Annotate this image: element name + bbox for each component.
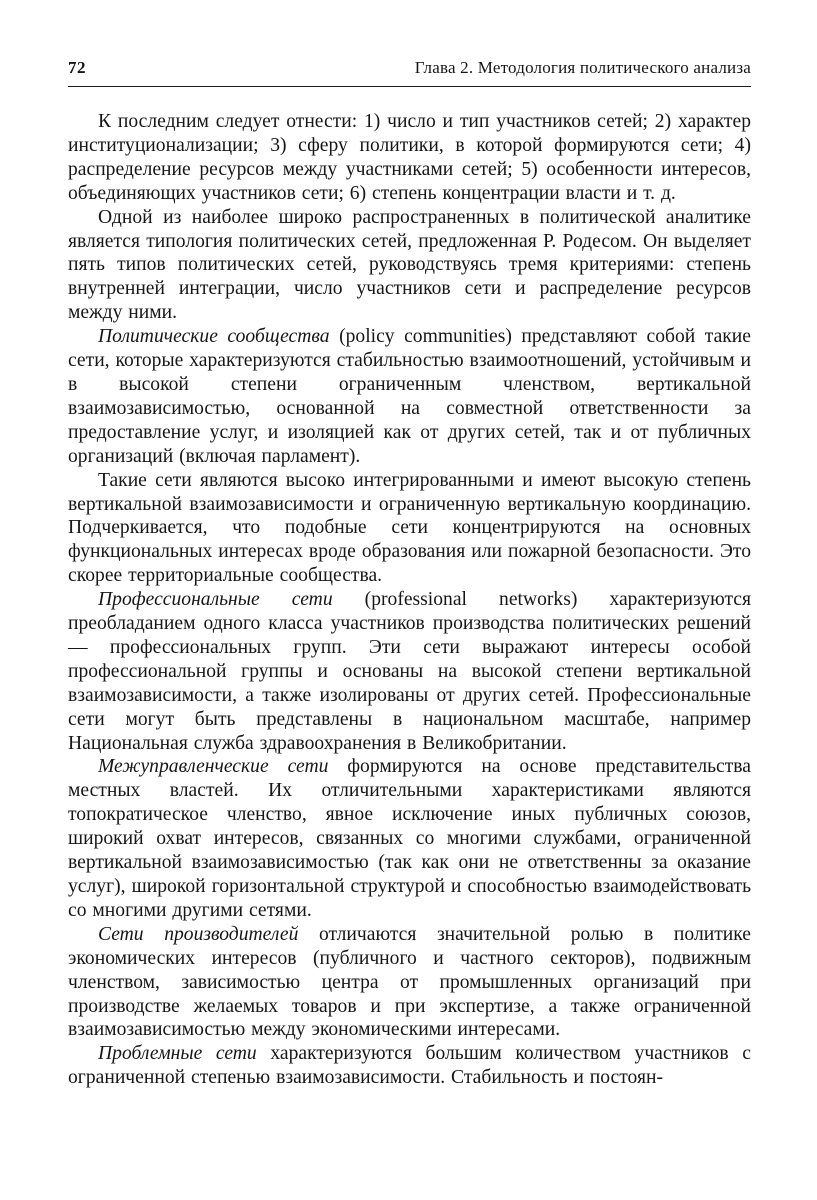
page-body <box>68 110 751 1090</box>
paragraph <box>68 923 751 1043</box>
paragraph-text: (professional networks) характеризуются преобладанием одного класса участников производства политических решений — профессиональных групп. Эти сети выражают интересы особой профессиональной группы и основаны на высокой степени вертикальной взаимозависимости, а также изолированы от других сетей. Профессиональные сети могут быть представлены в национальном масштабе, например Национальная служба здравоохранения в Великобритании. <box>68 589 751 754</box>
paragraph <box>68 755 751 922</box>
paragraph-text: (policy communities) представляют собой такие сети, которые характеризуются стабильностью взаимоотношений, устойчивым и в высокой степени ограниченным членством, вертикальной взаимозависимостью, основанной на совместной ответственности за предоставление услуг, и изоляцией как от других сетей, так и от публичных организаций (включая парламент). <box>68 326 751 467</box>
running-head: Глава 2. Методология политического анализа <box>414 58 751 77</box>
paragraph-text: Такие сети являются высоко интегрированными и имеют высокую степень вертикальной взаимозависимости и ограниченную вертикальную координацию. Подчеркивается, что подобные сети концентрируются на основных функциональных интересах вроде образования или пожарной безопасности. Это скорее территориальные сообщества. <box>68 469 751 587</box>
term-emphasis: Сети производителей <box>98 923 299 945</box>
term-emphasis: Политические сообщества <box>98 326 330 348</box>
paragraph-text: Одной из наиболее широко распространенных в политической аналитике является типология политических сетей, предложенная Р. Родесом. Он выделяет пять типов политических сетей, руководствуясь тремя критериями: степень внутренней интеграции, число участников сети и распределение ресурсов между ними. <box>68 206 751 324</box>
paragraph <box>68 325 751 468</box>
paragraph <box>68 1042 751 1090</box>
page-header <box>68 58 751 87</box>
term-emphasis: Профессиональные сети <box>98 589 333 611</box>
paragraph <box>68 469 751 589</box>
term-emphasis: Межуправленческие сети <box>98 756 329 778</box>
paragraph-text: отличаются значительной ролью в политике экономических интересов (публичного и частного секторов), подвижным членством, зависимостью центра от промышленных организаций при производстве желаемых товаров и при экспертизе, а также ограниченной взаимозависимостью между экономическими интересами. <box>68 923 751 1041</box>
paragraph-text: характеризуются большим количеством участников с ограниченной степенью взаимозависимости. Стабильность и постоян- <box>68 1043 751 1089</box>
term-emphasis: Проблемные сети <box>98 1043 257 1065</box>
paragraph <box>68 110 751 206</box>
page-number: 72 <box>68 58 86 77</box>
paragraph <box>68 206 751 326</box>
paragraph-text: формируются на основе представительства местных властей. Их отличительными характеристиками являются топократическое членство, явное исключение иных публичных союзов, широкий охват интересов, связанных со многими службами, ограниченной вертикальной взаимозависимостью (так как они не ответственны за оказание услуг), широкой горизонтальной структурой и способностью взаимодействовать со многими другими сетями. <box>68 756 751 921</box>
paragraph-text: К последним следует отнести: 1) число и тип участников сетей; 2) характер институционализации; 3) сферу политики, в которой формируются сети; 4) распределение ресурсов между участниками сетей; 5) особенности интересов, объединяющих участников сети; 6) степень концентрации власти и т. д. <box>68 111 751 204</box>
paragraph <box>68 588 751 755</box>
